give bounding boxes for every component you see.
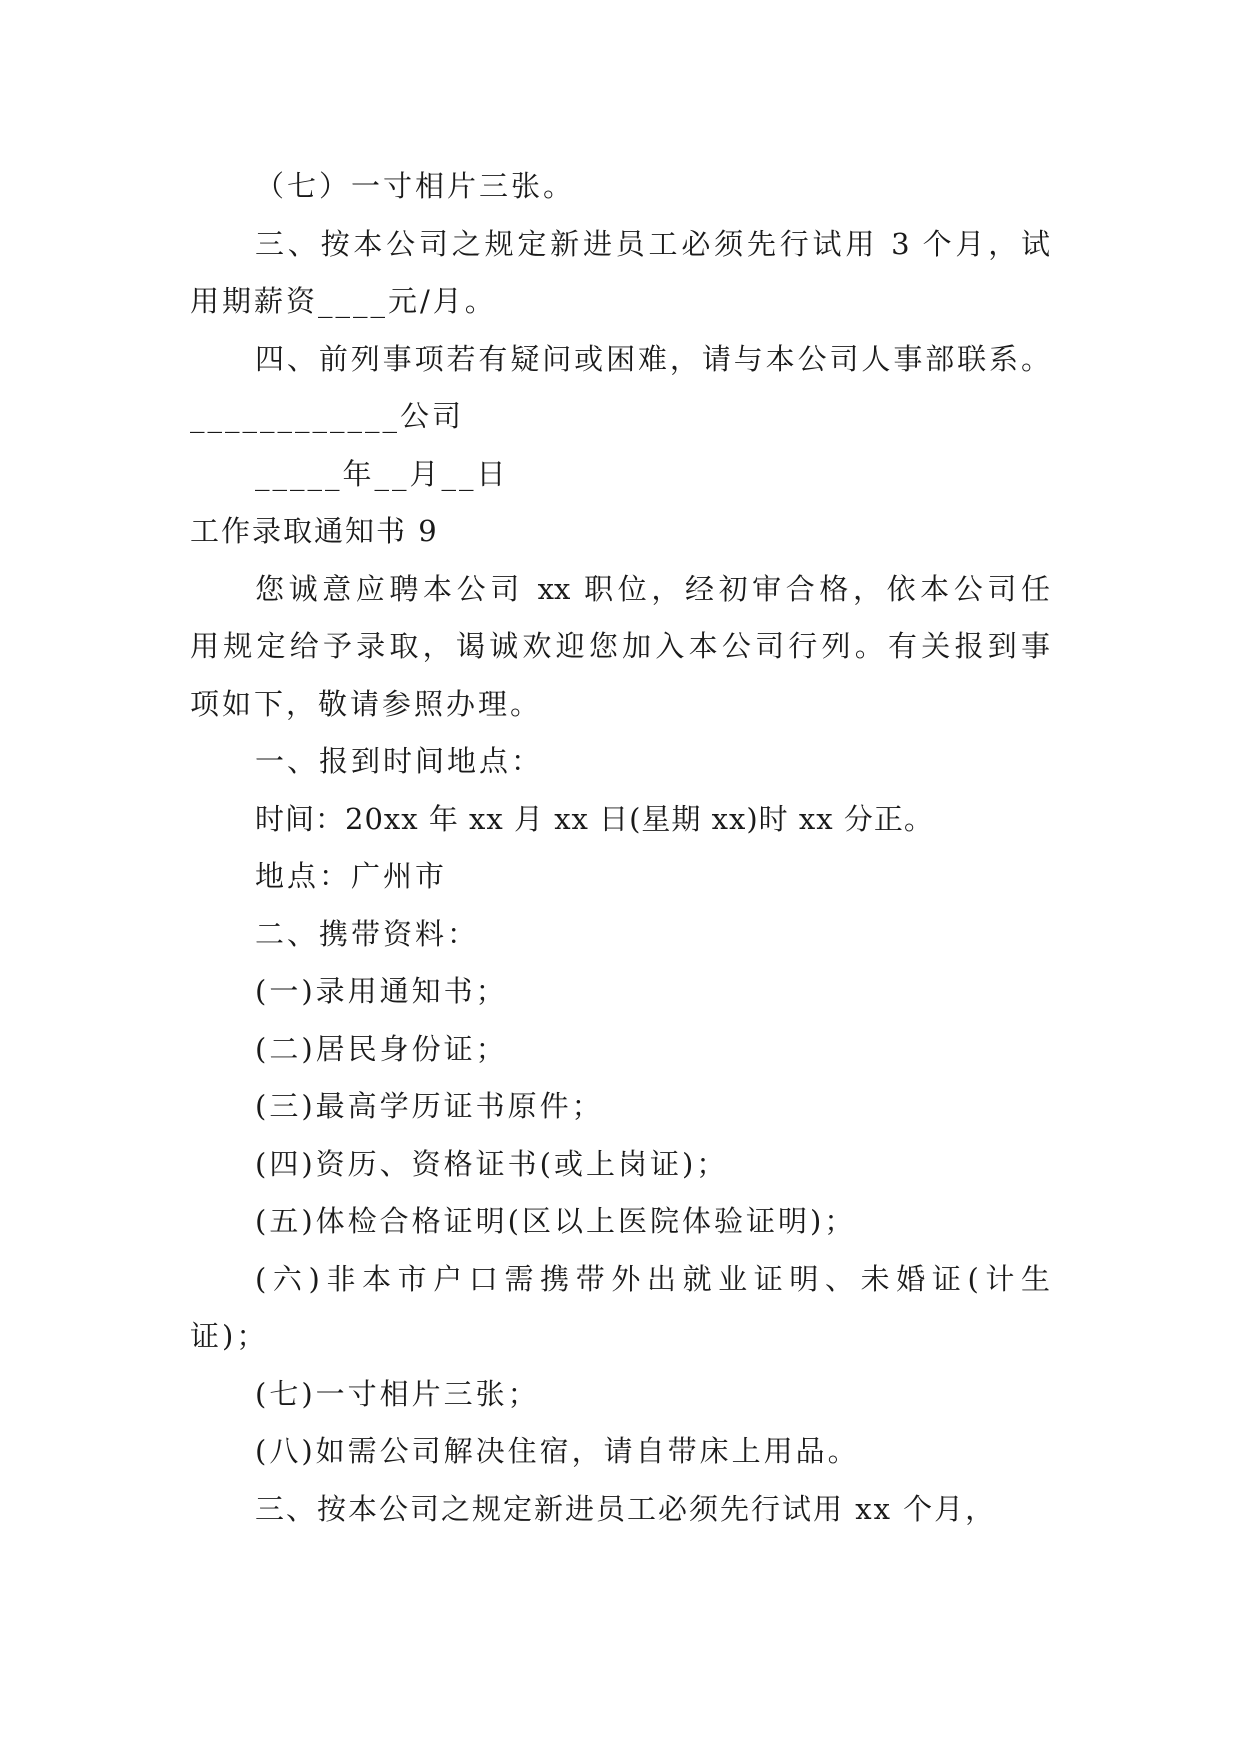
probation-clause-line-2: 用期薪资____元/月。 [190,284,497,318]
intro-line-2: 用规定给予录取，谒诚欢迎您加入本公司行列。有关报到事 [190,629,1050,663]
material-item-5: (五)体检合格证明(区以上医院体验证明)； [255,1204,857,1238]
report-place: 地点：广州市 [255,859,448,893]
intro-line-1: 您诚意应聘本公司 xx 职位，经初审合格，依本公司任 [255,572,1050,606]
company-signature: ____________公司 [190,399,465,433]
material-item-4: (四)资历、资格证书(或上岗证)； [255,1147,729,1181]
materials-heading: 二、携带资料： [255,917,480,951]
probation-clause-2: 三、按本公司之规定新进员工必须先行试用 xx 个月， [255,1492,997,1526]
material-item-3: (三)最高学历证书原件； [255,1089,604,1123]
report-time: 时间：20xx 年 xx 月 xx 日(星期 xx)时 xx 分正。 [255,802,934,836]
section-title: 工作录取通知书 9 [190,514,439,548]
material-item-1: (一)录用通知书； [255,974,508,1008]
material-item-6-line-1: (六)非本市户口需携带外出就业证明、未婚证(计生 [255,1262,1050,1296]
signature-date: _____年__月__日 [255,457,509,491]
material-item-8: (八)如需公司解决住宿，请自带床上用品。 [255,1434,860,1468]
contact-clause: 四、前列事项若有疑问或困难，请与本公司人事部联系。 [255,342,1050,376]
material-item-6-line-2: 证)； [190,1319,269,1353]
material-item-7: (七)一寸相片三张； [255,1377,540,1411]
item-photos: （七）一寸相片三张。 [255,169,576,203]
material-item-2: (二)居民身份证； [255,1032,508,1066]
intro-line-3: 项如下，敬请参照办理。 [190,687,543,721]
probation-clause-line-1: 三、按本公司之规定新进员工必须先行试用 3 个月，试 [255,227,1050,261]
report-heading: 一、报到时间地点： [255,744,544,778]
